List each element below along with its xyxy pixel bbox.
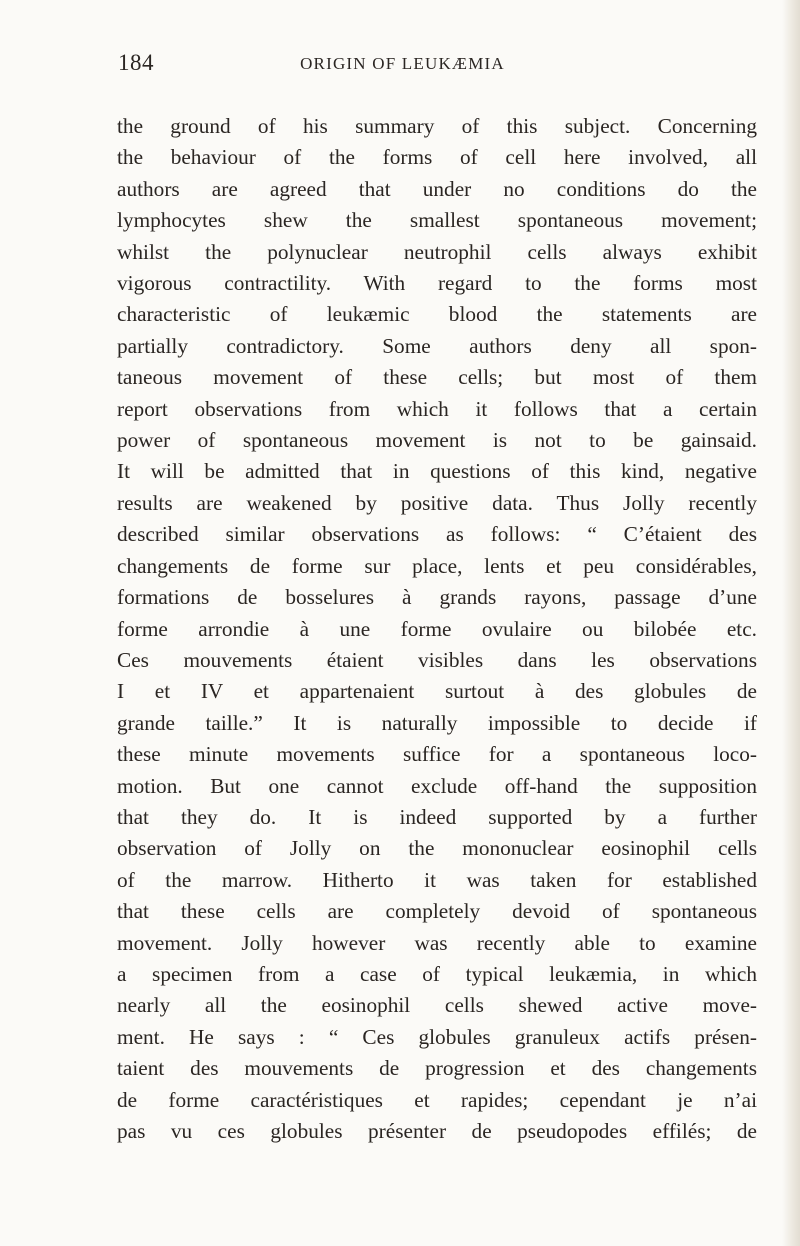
text-line: taient des mouvements de progression et des changements bbox=[117, 1056, 757, 1081]
text-line: whilst the polynuclear neutrophil cells always exhibit bbox=[117, 239, 757, 264]
text-line: these minute movements suffice for a spontaneous loco- bbox=[117, 742, 757, 767]
text-line: grande taille.” It is naturally impossible to decide if bbox=[117, 710, 757, 735]
text-line: the behaviour of the forms of cell here involved, all bbox=[117, 145, 757, 170]
text-line: that they do. It is indeed supported by a further bbox=[117, 804, 757, 829]
text-line: pas vu ces globules présenter de pseudopodes effilés; de bbox=[117, 1119, 757, 1143]
text-line: Ces mouvements étaient visibles dans les observations bbox=[117, 647, 757, 672]
page-number: 184 bbox=[118, 50, 154, 75]
text-line: changements de forme sur place, lents et peu considérables, bbox=[117, 553, 757, 578]
text-line: described similar observations as follows: “ C’étaient des bbox=[117, 522, 757, 547]
page-edge-shadow bbox=[782, 0, 800, 1246]
body-text bbox=[117, 111, 757, 1147]
text-line: forme arrondie à une forme ovulaire ou bilobée etc. bbox=[117, 616, 757, 641]
text-line: results are weakened by positive data. Thus Jolly recently bbox=[117, 490, 757, 515]
text-line: of the marrow. Hitherto it was taken for established bbox=[117, 867, 757, 892]
text-line: taneous movement of these cells; but most of them bbox=[117, 365, 757, 390]
running-title: ORIGIN OF LEUKÆMIA bbox=[300, 54, 505, 73]
text-line: a specimen from a case of typical leukæmia, in which bbox=[117, 961, 757, 986]
running-header bbox=[0, 50, 800, 80]
text-line: ment. He says : “ Ces globules granuleux actifs présen- bbox=[117, 1024, 757, 1049]
text-line: the ground of his summary of this subject. Concerning bbox=[117, 114, 757, 138]
text-line: partially contradictory. Some authors deny all spon- bbox=[117, 333, 757, 358]
text-line: de forme caractéristiques et rapides; cependant je n’ai bbox=[117, 1087, 757, 1112]
text-line: power of spontaneous movement is not to be gainsaid. bbox=[117, 428, 757, 453]
text-line: vigorous contractility. With regard to the forms most bbox=[117, 271, 757, 296]
text-line: that these cells are completely devoid of spontaneous bbox=[117, 899, 757, 924]
text-line: nearly all the eosinophil cells shewed active move- bbox=[117, 993, 757, 1018]
text-line: characteristic of leukæmic blood the statements are bbox=[117, 302, 757, 327]
text-line: motion. But one cannot exclude off-hand the supposition bbox=[117, 773, 757, 798]
text-line: I et IV et appartenaient surtout à des globules de bbox=[117, 679, 757, 704]
text-line: lymphocytes shew the smallest spontaneous movement; bbox=[117, 208, 757, 233]
text-line: movement. Jolly however was recently able to examine bbox=[117, 930, 757, 955]
text-line: observation of Jolly on the mononuclear eosinophil cells bbox=[117, 836, 757, 861]
text-line: report observations from which it follows that a certain bbox=[117, 396, 757, 421]
text-line: authors are agreed that under no conditions do the bbox=[117, 176, 757, 201]
text-line: It will be admitted that in questions of this kind, negative bbox=[117, 459, 757, 484]
text-line: formations de bosselures à grands rayons, passage d’une bbox=[117, 585, 757, 610]
